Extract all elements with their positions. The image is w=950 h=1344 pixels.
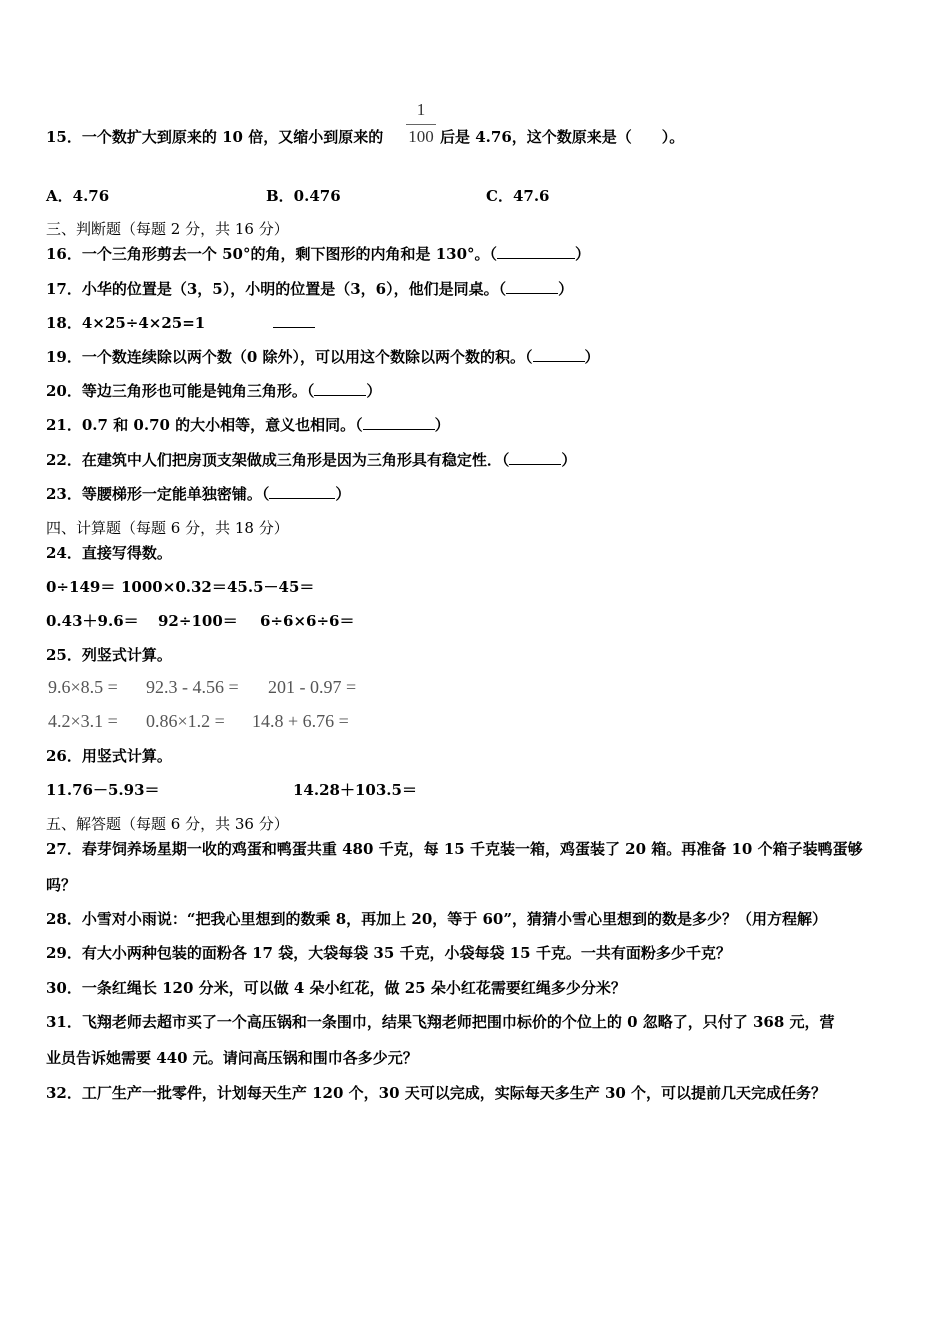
q15-option-b: B．0.476 [266,187,341,205]
q30: 30．一条红绳长 120 分米，可以做 4 朵小红花，做 25 朵小红花需要红绳多少分米？ [46,979,626,997]
q25-r1-c2: 92.3 - 4.56 = [146,677,239,697]
judge-item-18: 18．4×25÷4×25=1 [46,313,315,333]
fraction-denominator: 100 [408,127,434,146]
judge-item-16: 16．一个三角形剪去一个 50°的角，剩下图形的内角和是 130°。（ ） [46,245,591,263]
q25-r2-c1: 4.2×3.1 = [48,711,118,731]
q25-r2-c3: 14.8 + 6.76 = [252,711,349,731]
fraction-bar [406,124,436,125]
q26-item-2: 14.28＋103.5＝ [293,781,417,799]
q25-r1-c1: 9.6×8.5 = [48,677,118,697]
q15-prefix: 15．一个数扩大到原来的 10 倍，又缩小到原来的 [46,128,384,146]
judge-item-17: 17．小华的位置是（3，5），小明的位置是（3，6），他们是同桌。（ ） [46,280,574,298]
judge-item-21: 21．0.7 和 0.70 的大小相等，意义也相同。（ ） [46,416,450,434]
q24-r2-c2: 92÷100＝ [158,612,238,630]
q24-r2-c3: 6÷6×6÷6＝ [260,612,355,630]
q25-title: 25．列竖式计算。 [46,646,172,664]
judge-item-19: 19．一个数连续除以两个数（0 除外），可以用这个数除以两个数的积。（ ） [46,348,600,366]
section-heading-5: 五、解答题（每题 6 分，共 36 分） [46,815,289,833]
q15-suffix: 后是 4.76，这个数原来是（ ）。 [440,128,685,146]
q24-r1-c3: 45.5－45＝ [227,578,315,596]
q26-item-1: 11.76－5.93＝ [46,781,160,799]
judge-item-23: 23．等腰梯形一定能单独密铺。（ ） [46,485,351,503]
q24-title: 24．直接写得数。 [46,544,172,562]
q31-line-2: 业员告诉她需要 440 元。请问高压锅和围巾各多少元？ [46,1049,418,1067]
q15-option-c: C．47.6 [486,187,550,205]
q29: 29．有大小两种包装的面粉各 17 袋，大袋每袋 35 千克，小袋每袋 15 千克。一共有面粉多少千克？ [46,944,731,962]
judge-item-20: 20．等边三角形也可能是钝角三角形。（ ） [46,382,382,400]
q25-r2-c2: 0.86×1.2 = [146,711,225,731]
q24-r1-c2: 1000×0.32＝ [121,578,227,596]
q27-line-1: 27．春芽饲养场星期一收的鸡蛋和鸭蛋共重 480 千克，每 15 千克装一箱，鸡蛋装了 20 箱。再准备 10 个箱子装鸭蛋够 [46,840,863,858]
q24-r2-c1: 0.43＋9.6＝ [46,612,139,630]
judge-item-22: 22．在建筑中人们把房顶支架做成三角形是因为三角形具有稳定性．（ ） [46,451,577,469]
q31-line-1: 31．飞翔老师去超市买了一个高压锅和一条围巾，结果飞翔老师把围巾标价的个位上的 0 忽略了，只付了 368 元，营 [46,1013,835,1031]
q25-r1-c3: 201 - 0.97 = [268,677,357,697]
q15-option-a: A．4.76 [46,187,110,205]
q26-title: 26．用竖式计算。 [46,747,172,765]
fraction-numerator: 1 [416,100,426,119]
q28: 28．小雪对小雨说：“把我心里想到的数乘 8，再加上 20，等于 60”，猜猜小雪心里想到的数是多少？（用方程解） [46,910,827,928]
q24-r1-c1: 0÷149＝ [46,578,116,596]
section-heading-3: 三、判断题（每题 2 分，共 16 分） [46,220,289,238]
q27-line-2: 吗？ [46,876,77,894]
section-heading-4: 四、计算题（每题 6 分，共 18 分） [46,519,289,537]
q32: 32．工厂生产一批零件，计划每天生产 120 个，30 天可以完成，实际每天多生产 30 个，可以提前几天完成任务？ [46,1084,827,1102]
